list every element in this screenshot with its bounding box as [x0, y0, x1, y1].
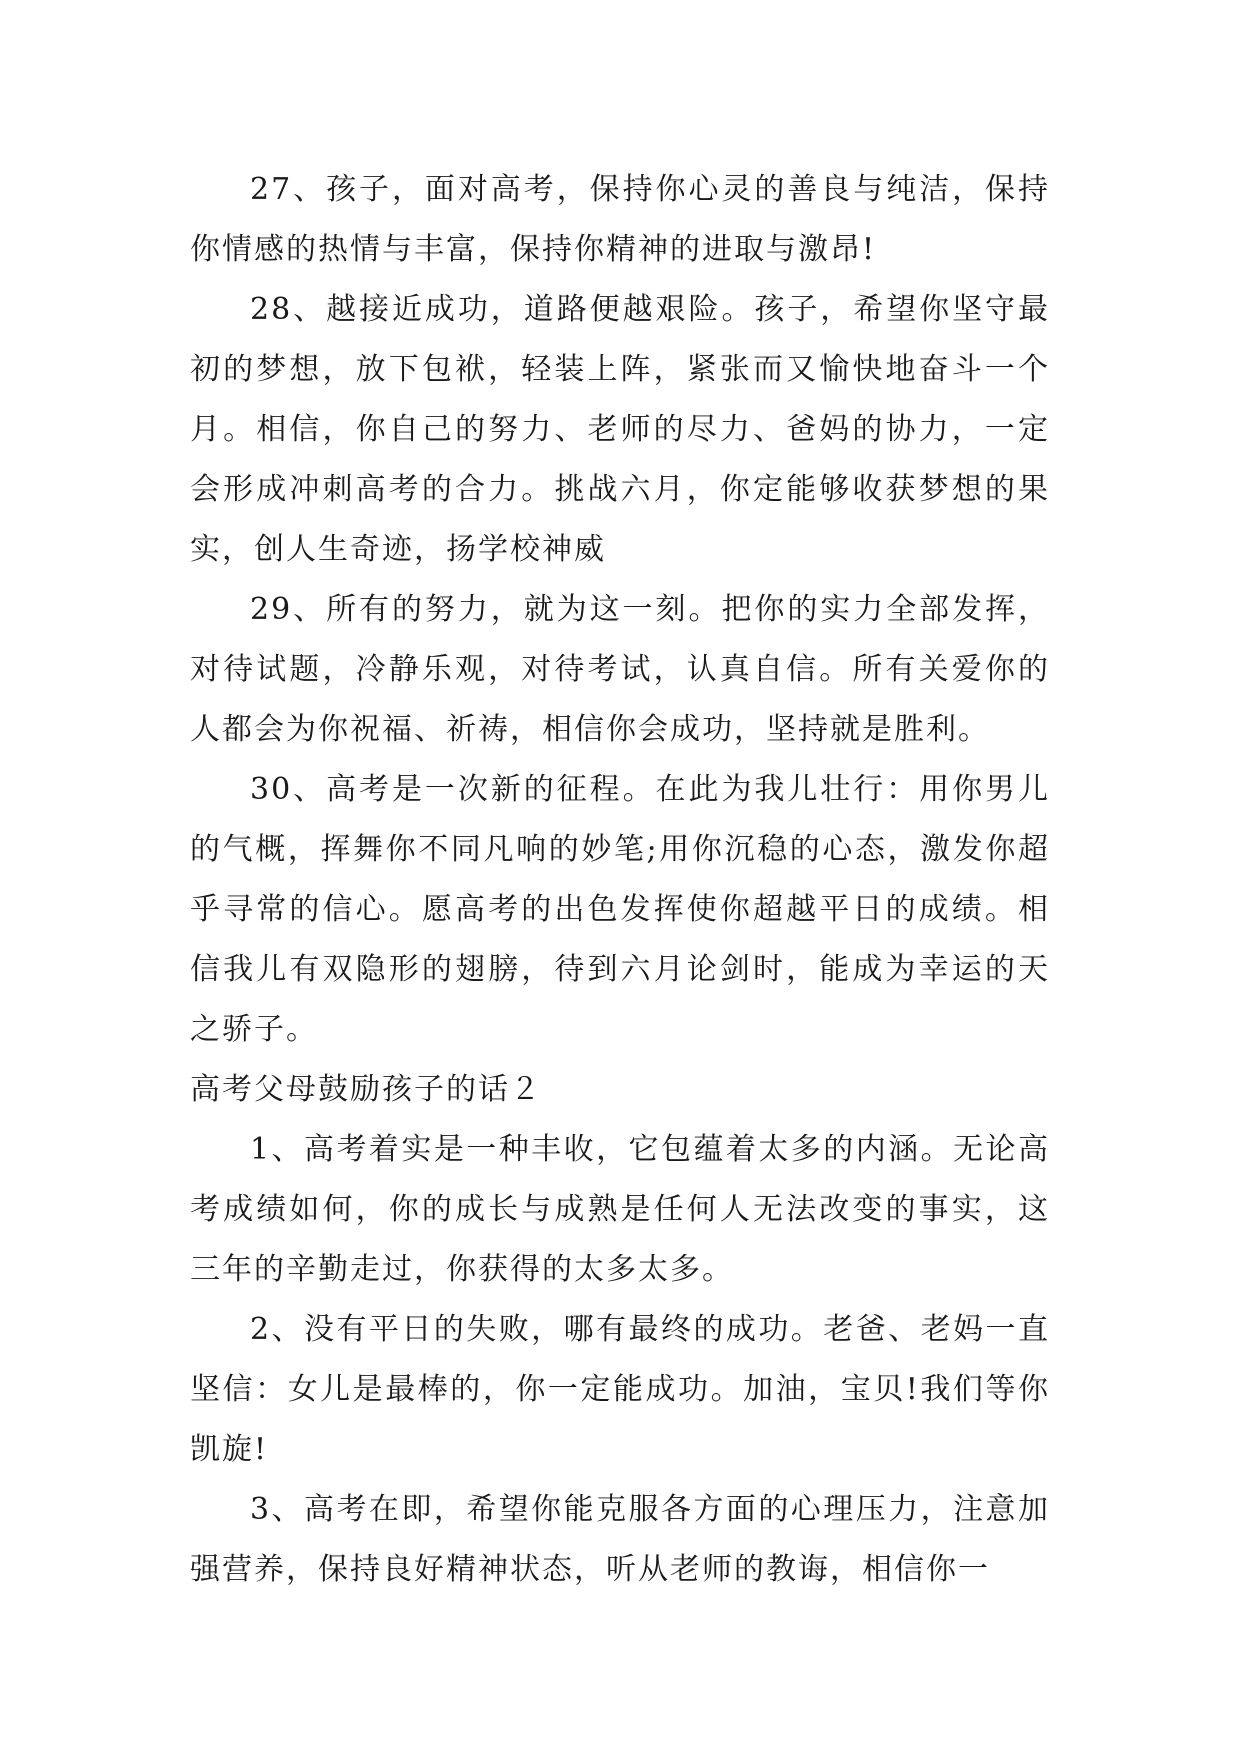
- document-page: [190, 160, 1050, 1600]
- paragraph-27: 27、孩子，面对高考，保持你心灵的善良与纯洁，保持你情感的热情与丰富，保持你精神的进取与激昂!: [190, 172, 1050, 267]
- paragraph-30: 30、高考是一次新的征程。在此为我儿壮行：用你男儿的气概，挥舞你不同凡响的妙笔;用你沉稳的心态，激发你超乎寻常的信心。愿高考的出色发挥使你超越平日的成绩。相信我儿有双隐形的翅膀，待到六月论剑时，能成为幸运的天之骄子。: [190, 772, 1050, 1047]
- section-heading: 高考父母鼓励孩子的话２: [190, 1072, 542, 1107]
- paragraph-28: 28、越接近成功，道路便越艰险。孩子，希望你坚守最初的梦想，放下包袱，轻装上阵，紧张而又愉快地奋斗一个月。相信，你自己的努力、老师的尽力、爸妈的协力，一定会形成冲刺高考的合力。挑战六月，你定能够收获梦想的果实，创人生奇迹，扬学校神威: [190, 292, 1050, 567]
- paragraph-3: 3、高考在即，希望你能克服各方面的心理压力，注意加强营养，保持良好精神状态，听从老师的教诲，相信你一: [190, 1492, 1050, 1587]
- paragraph-1: 1、高考着实是一种丰收，它包蕴着太多的内涵。无论高考成绩如何，你的成长与成熟是任何人无法改变的事实，这三年的辛勤走过，你获得的太多太多。: [190, 1132, 1050, 1287]
- paragraph-2: 2、没有平日的失败，哪有最终的成功。老爸、老妈一直坚信：女儿是最棒的，你一定能成功。加油，宝贝!我们等你凯旋!: [190, 1312, 1050, 1467]
- paragraph-29: 29、所有的努力，就为这一刻。把你的实力全部发挥，对待试题，冷静乐观，对待考试，认真自信。所有关爱你的人都会为你祝福、祈祷，相信你会成功，坚持就是胜利。: [190, 592, 1050, 747]
